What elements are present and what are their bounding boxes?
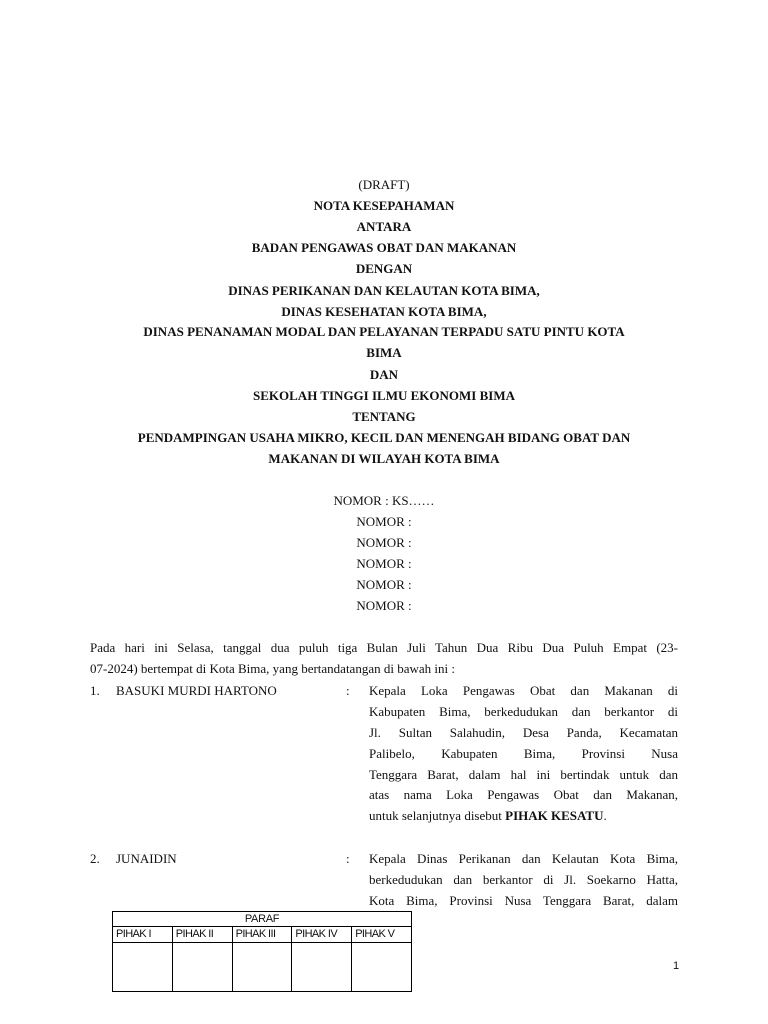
pihak-kesatu-label: PIHAK KESATU bbox=[505, 808, 604, 824]
tentang-label: TENTANG bbox=[352, 409, 416, 424]
paraf-table bbox=[112, 911, 412, 992]
paraf-column-header: PIHAK III bbox=[233, 927, 292, 943]
nomor-line-2: NOMOR : bbox=[356, 514, 412, 529]
paraf-row bbox=[113, 927, 411, 992]
party-1-title: BADAN PENGAWAS OBAT DAN MAKANAN bbox=[251, 240, 517, 255]
dan-label: DAN bbox=[369, 367, 399, 382]
draft-label: (DRAFT) bbox=[358, 177, 410, 192]
paraf-column-header: PIHAK IV bbox=[292, 927, 351, 943]
paraf-cell-pihak-4 bbox=[292, 927, 352, 992]
page-number: 1 bbox=[672, 960, 680, 972]
dengan-label: DENGAN bbox=[355, 261, 413, 276]
paraf-column-header: PIHAK II bbox=[173, 927, 232, 943]
intro-paragraph bbox=[90, 637, 678, 679]
party-2-description bbox=[369, 849, 678, 912]
paraf-cell-pihak-3 bbox=[233, 927, 293, 992]
party-4-title-line2: BIMA bbox=[366, 345, 402, 360]
party-5-title: SEKOLAH TINGGI ILMU EKONOMI BIMA bbox=[253, 388, 515, 403]
nomor-line-5: NOMOR : bbox=[356, 577, 412, 592]
party-1-desc-line: Palibelo, Kabupaten Bima, Provinsi Nusa bbox=[369, 745, 678, 761]
nomor-line-4: NOMOR : bbox=[356, 556, 412, 571]
party-2-desc-line: Kota Bima, Provinsi Nusa Tenggara Barat, dalam bbox=[369, 892, 678, 908]
party-2-name: JUNAIDIN bbox=[116, 851, 177, 866]
party-2-number: 2. bbox=[90, 851, 100, 866]
party-1-last-suffix: . bbox=[603, 808, 607, 824]
paraf-cell-pihak-5 bbox=[352, 927, 411, 992]
party-1-desc-line: atas nama Loka Pengawas Obat dan Makanan, bbox=[369, 787, 678, 803]
antara-label: ANTARA bbox=[356, 219, 412, 234]
party-1-last-prefix: untuk selanjutnya disebut bbox=[369, 808, 506, 824]
party-3-title: DINAS KESEHATAN KOTA BIMA, bbox=[281, 304, 487, 319]
party-1-description bbox=[369, 681, 678, 827]
party-1-name: BASUKI MURDI HARTONO bbox=[116, 683, 277, 698]
intro-line1: Pada hari ini Selasa, tanggal dua puluh tiga Bulan Juli Tahun Dua Ribu Dua Puluh Empat (23- bbox=[90, 640, 678, 655]
paraf-cell-pihak-2 bbox=[173, 927, 233, 992]
party-1-desc-line: Jl. Sultan Salahudin, Desa Panda, Kecamatan bbox=[369, 724, 678, 740]
paraf-cell-pihak-1 bbox=[113, 927, 173, 992]
party-2-colon: : bbox=[346, 851, 350, 866]
intro-line2: 07-2024) bertempat di Kota Bima, yang bertandatangan di bawah ini : bbox=[90, 661, 455, 676]
subject-line1: PENDAMPINGAN USAHA MIKRO, KECIL DAN MENENGAH BIDANG OBAT DAN bbox=[137, 430, 631, 445]
party-2-desc-line: Kepala Dinas Perikanan dan Kelautan Kota Bima, bbox=[369, 851, 678, 866]
party-1-desc-last-line bbox=[369, 806, 678, 827]
party-2-title: DINAS PERIKANAN DAN KELAUTAN KOTA BIMA, bbox=[228, 283, 540, 298]
paraf-title: PARAF bbox=[113, 912, 411, 927]
party-1-colon: : bbox=[346, 683, 350, 698]
subject-line2: MAKANAN DI WILAYAH KOTA BIMA bbox=[268, 451, 500, 466]
party-4-title-line1: DINAS PENANAMAN MODAL DAN PELAYANAN TERPADU SATU PINTU KOTA bbox=[143, 324, 625, 339]
party-1-desc-line: Kepala Loka Pengawas Obat dan Makanan di bbox=[369, 683, 678, 698]
party-1-number: 1. bbox=[90, 683, 100, 698]
nomor-line-3: NOMOR : bbox=[356, 535, 412, 550]
document-title: NOTA KESEPAHAMAN bbox=[313, 198, 455, 213]
party-1-desc-line: Kabupaten Bima, berkedudukan dan berkantor di bbox=[369, 703, 678, 719]
nomor-line-6: NOMOR : bbox=[356, 598, 412, 613]
paraf-column-header: PIHAK V bbox=[352, 927, 411, 943]
party-2-desc-line: berkedudukan dan berkantor di Jl. Soekarno Hatta, bbox=[369, 871, 678, 887]
paraf-column-header: PIHAK I bbox=[113, 927, 172, 943]
nomor-line-1: NOMOR : KS…… bbox=[333, 493, 435, 508]
party-1-desc-line: Tenggara Barat, dalam hal ini bertindak untuk dan bbox=[369, 766, 678, 782]
